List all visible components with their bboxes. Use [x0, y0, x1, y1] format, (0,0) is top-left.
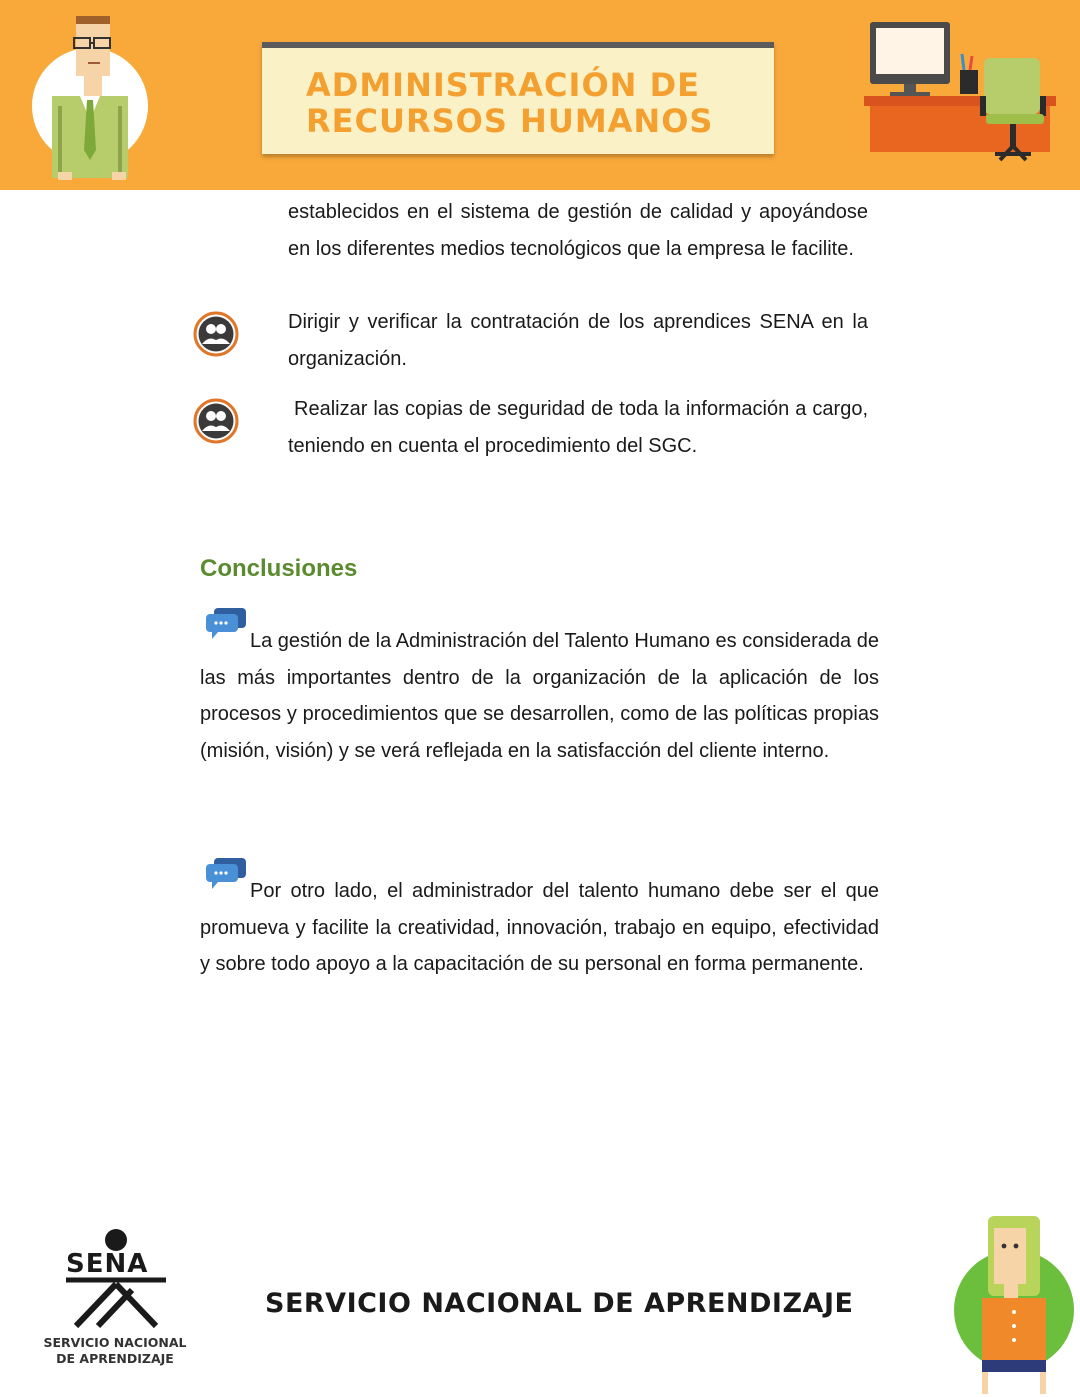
footer-title: SERVICIO NACIONAL DE APRENDIZAJE	[265, 1288, 854, 1319]
people-icon	[193, 398, 239, 444]
page-title-line1: ADMINISTRACIÓN DE	[306, 66, 700, 104]
people-icon	[193, 311, 239, 357]
page-header	[0, 0, 1080, 190]
woman-illustration-icon	[952, 1212, 1076, 1394]
sena-logo-sub-line1: SERVICIO NACIONAL	[43, 1335, 187, 1350]
header-title-box	[262, 42, 774, 154]
sena-logo-word: SENA	[66, 1249, 149, 1279]
conclusions-heading: Conclusiones	[200, 555, 358, 582]
page-title-line2: RECURSOS HUMANOS	[306, 102, 714, 140]
sena-logo-sub-line2: DE APRENDIZAJE	[56, 1351, 174, 1366]
desk-illustration-icon	[860, 18, 1065, 178]
conclusion-paragraph-1	[200, 623, 879, 769]
conclusion-text-2: Por otro lado, el administrador del talento humano debe ser el que promueva y facilite la creatividad, innovación, trabajo en equipo, efectividad y sobre todo apoyo a la capacitación de su personal en forma permanente.	[200, 880, 879, 975]
bullet-text-2: Realizar las copias de seguridad de toda la información a cargo, teniendo en cuenta el procedimiento del SGC.	[288, 398, 874, 457]
conclusion-paragraph-2	[200, 873, 879, 983]
man-illustration-icon	[28, 10, 158, 182]
conclusion-text-1: La gestión de la Administración del Talento Humano es considerada de las más importantes dentro de la organización de la aplicación de los procesos y procedimientos que se desarrollen, como de las políticas propias (misión, visión) y se verá reflejada en la satisfacción del cliente interno.	[200, 630, 879, 762]
continued-paragraph: establecidos en el sistema de gestión de calidad y apoyándose en los diferentes medios tecnológicos que la empresa le facilite.	[288, 201, 868, 260]
bullet-text-1: Dirigir y verificar la contratación de los aprendices SENA en la organización.	[288, 311, 868, 370]
sena-logo-icon	[58, 1228, 174, 1332]
